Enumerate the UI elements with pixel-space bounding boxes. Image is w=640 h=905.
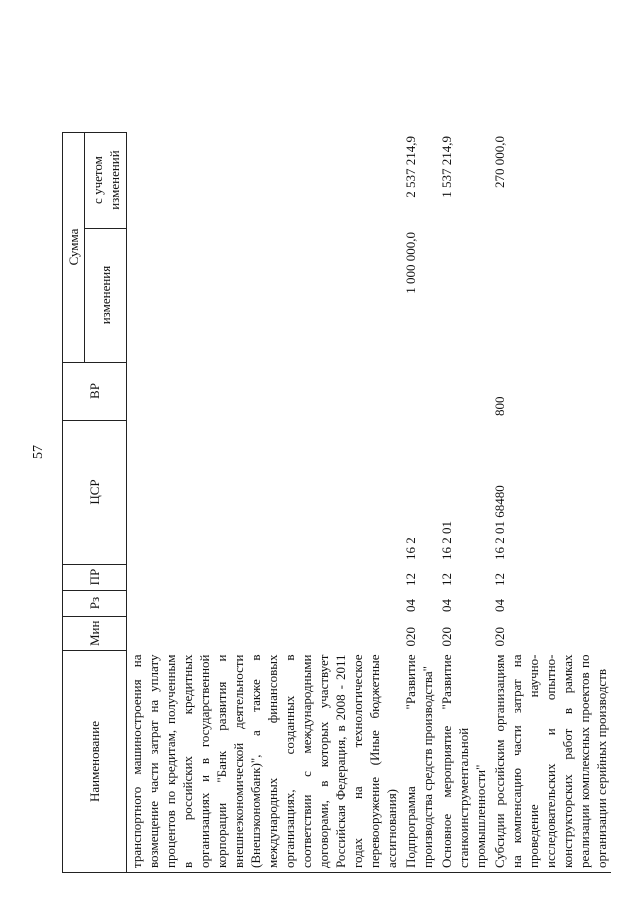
- row-name: Субсидии российским организациям на компенсацию части затрат на проведение научно-исследовательских и опытно-конструкторских работ в рамках реализации комплексных проектов по организации серийных производств: [490, 651, 611, 873]
- header-name: Наименование: [63, 651, 127, 873]
- row-rz: [127, 590, 402, 616]
- row-pr: 12: [439, 573, 454, 587]
- table-row: [401, 132, 437, 872]
- row-pr: 12: [403, 573, 418, 587]
- header-with-changes: с учетом изменений: [85, 132, 127, 228]
- page-number: 57: [31, 445, 46, 459]
- row-with-changes: 2 537 214,9: [403, 136, 418, 198]
- row-vr: 800: [492, 396, 507, 417]
- row-vr: [127, 362, 402, 420]
- row-changes: [490, 228, 611, 362]
- row-with-changes: [127, 132, 402, 228]
- row-csr: [127, 420, 402, 564]
- row-name: транспортного машиностроения на возмещение части затрат на уплату процентов по кредитам, полученным в российских кредитных организациях и в государственной корпорации "Банк развития и внешнеэкономической деятельности (Внешэкономбанк)", а также в международных финансовых организациях, созданных в соответствии с международными договорами, в которых участвует Российская Федерация, в 2008 - 2011 годах на технологическое перевооружение (Иные бюджетные ассигнования): [127, 651, 402, 873]
- row-csr: 16 2 01 68480: [492, 485, 507, 561]
- header-min: Мин: [63, 616, 127, 650]
- header-changes: изменения: [85, 228, 127, 362]
- budget-table: [62, 132, 611, 873]
- row-pr: 12: [492, 573, 507, 587]
- row-with-changes: 270 000,0: [492, 136, 507, 189]
- header-pr: ПР: [63, 564, 127, 590]
- row-min: 020: [439, 627, 454, 647]
- row-vr: [401, 362, 437, 420]
- row-vr: [437, 362, 490, 420]
- table-row: [437, 132, 490, 872]
- row-min: 020: [492, 627, 507, 647]
- row-min: [127, 616, 402, 650]
- row-with-changes: 1 537 214,9: [439, 136, 454, 198]
- row-pr: [127, 564, 402, 590]
- row-changes: 1 000 000,0: [403, 232, 418, 294]
- row-name: Основное мероприятие "Развитие станкоинструментальной промышленности": [437, 651, 490, 873]
- table-row: [127, 132, 402, 872]
- row-rz: 04: [492, 599, 507, 613]
- row-changes: [127, 228, 402, 362]
- header-csr: ЦСР: [63, 420, 127, 564]
- row-rz: 04: [403, 599, 418, 613]
- table-row: [490, 132, 611, 872]
- row-csr: 16 2 01: [439, 521, 454, 561]
- header-vr: ВР: [63, 362, 127, 420]
- header-rz: Рз: [63, 590, 127, 616]
- header-sum: Сумма: [63, 132, 85, 362]
- row-rz: 04: [439, 599, 454, 613]
- row-changes: [437, 228, 490, 362]
- row-min: 020: [403, 627, 418, 647]
- row-name: Подпрограмма "Развитие производства средств производства": [401, 651, 437, 873]
- row-csr: 16 2: [403, 537, 418, 561]
